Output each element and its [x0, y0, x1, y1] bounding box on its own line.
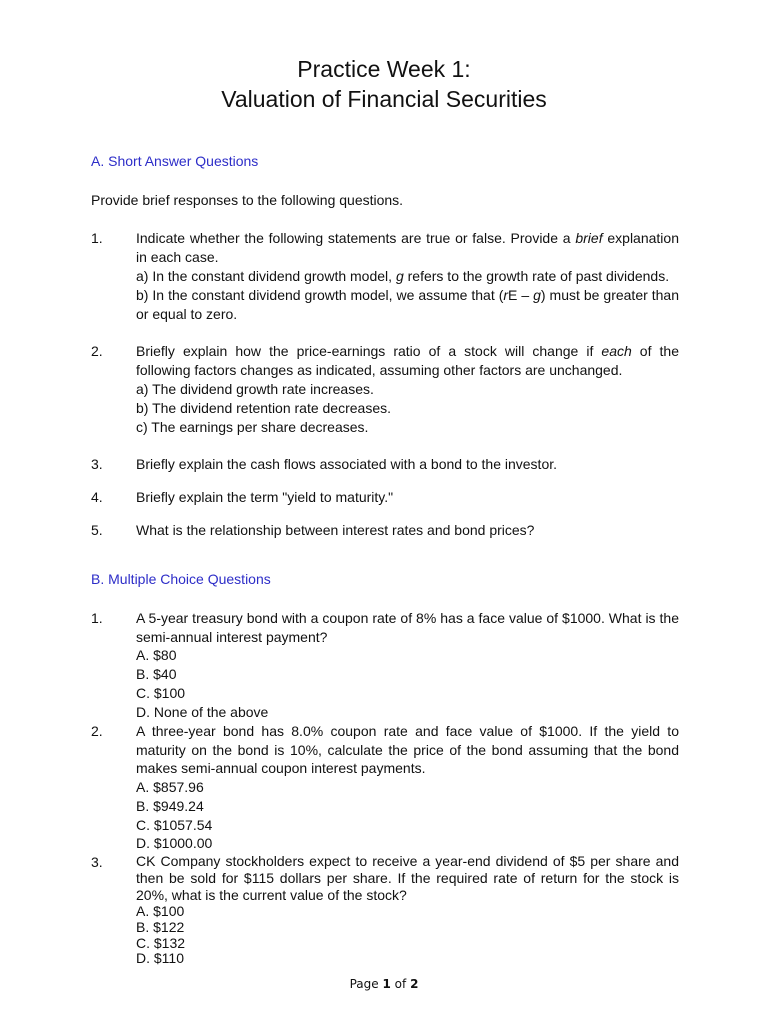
answer-option: D. $1000.00: [136, 835, 213, 852]
multiple-choice-question-3: [91, 853, 679, 967]
question-number: 2.: [91, 723, 103, 739]
question-2-factor-c: c) The earnings per share decreases.: [136, 419, 369, 435]
current-page-number: 1: [382, 977, 391, 991]
question-2-factor-a: a) The dividend growth rate increases.: [136, 381, 374, 397]
answer-option: B. $40: [136, 666, 177, 683]
question-text: CK Company stockholders expect to receive a year-end dividend of $5 per share and then be sold for $115 dollars per share. If the required rate of return for the stock is 20%, what is the current value of the stock?: [136, 853, 679, 903]
question-4-text: Briefly explain the term "yield to maturity.": [136, 489, 394, 505]
short-answer-question-4: [91, 488, 679, 507]
total-page-count: 2: [410, 977, 419, 991]
answer-option: A. $80: [136, 647, 177, 664]
footer-page-word: Page: [349, 977, 379, 991]
answer-option: A. $857.96: [136, 779, 204, 796]
question-1-statement-b: b) In the constant dividend growth model, we assume that (rE – g) must be greater than or equal to zero.: [136, 287, 679, 322]
question-number: 1.: [91, 230, 103, 246]
question-number: 3.: [91, 456, 103, 472]
answer-option: B. $949.24: [136, 797, 204, 814]
footer-of-word: of: [394, 977, 407, 991]
question-3-text: Briefly explain the cash flows associated with a bond to the investor.: [136, 456, 558, 472]
section-a-heading: A. Short Answer Questions: [91, 153, 259, 169]
multiple-choice-question-2: [91, 722, 679, 853]
page-title-line-2: Valuation of Financial Securities: [221, 86, 547, 112]
answer-option: C. $100: [136, 684, 186, 701]
question-1-intro: Indicate whether the following statements are true or false. Provide a brief explanation in each case.: [136, 230, 679, 265]
short-answer-question-2: [91, 342, 679, 437]
short-answer-question-1: [91, 229, 679, 324]
question-number: 3.: [91, 854, 103, 870]
answer-option: A. $100: [136, 903, 185, 919]
short-answer-question-3: [91, 455, 679, 474]
answer-option: D. $110: [136, 950, 184, 967]
multiple-choice-question-1: [91, 609, 679, 721]
question-number: 2.: [91, 343, 103, 359]
question-5-text: What is the relationship between interest rates and bond prices?: [136, 522, 535, 538]
answer-option: C. $132: [136, 934, 186, 951]
section-b-heading: B. Multiple Choice Questions: [91, 571, 271, 587]
question-number: 4.: [91, 489, 103, 505]
question-number: 5.: [91, 522, 103, 538]
page-footer: [0, 977, 768, 991]
question-2-factor-b: b) The dividend retention rate decreases.: [136, 400, 392, 416]
page-title-line-1: Practice Week 1:: [297, 56, 471, 82]
question-text: A 5-year treasury bond with a coupon rate of 8% has a face value of $1000. What is the semi-annual interest payment?: [136, 610, 679, 645]
question-1-statement-a: a) In the constant dividend growth model, g refers to the growth rate of past dividends.: [136, 268, 670, 284]
answer-option: D. None of the above: [136, 703, 269, 720]
short-answer-question-5: [91, 521, 679, 540]
question-2-intro: Briefly explain how the price-earnings ratio of a stock will change if each of the following factors changes as indicated, assuming other factors are unchanged.: [136, 343, 679, 378]
section-a-instructions: Provide brief responses to the following questions.: [91, 192, 404, 208]
question-text: A three-year bond has 8.0% coupon rate and face value of $1000. If the yield to maturity on the bond is 10%, calculate the price of the bond assuming that the bond makes semi-annual coupon interest payments.: [136, 723, 679, 777]
question-number: 1.: [91, 610, 103, 626]
answer-option: C. $1057.54: [136, 816, 213, 833]
answer-option: B. $122: [136, 918, 185, 935]
